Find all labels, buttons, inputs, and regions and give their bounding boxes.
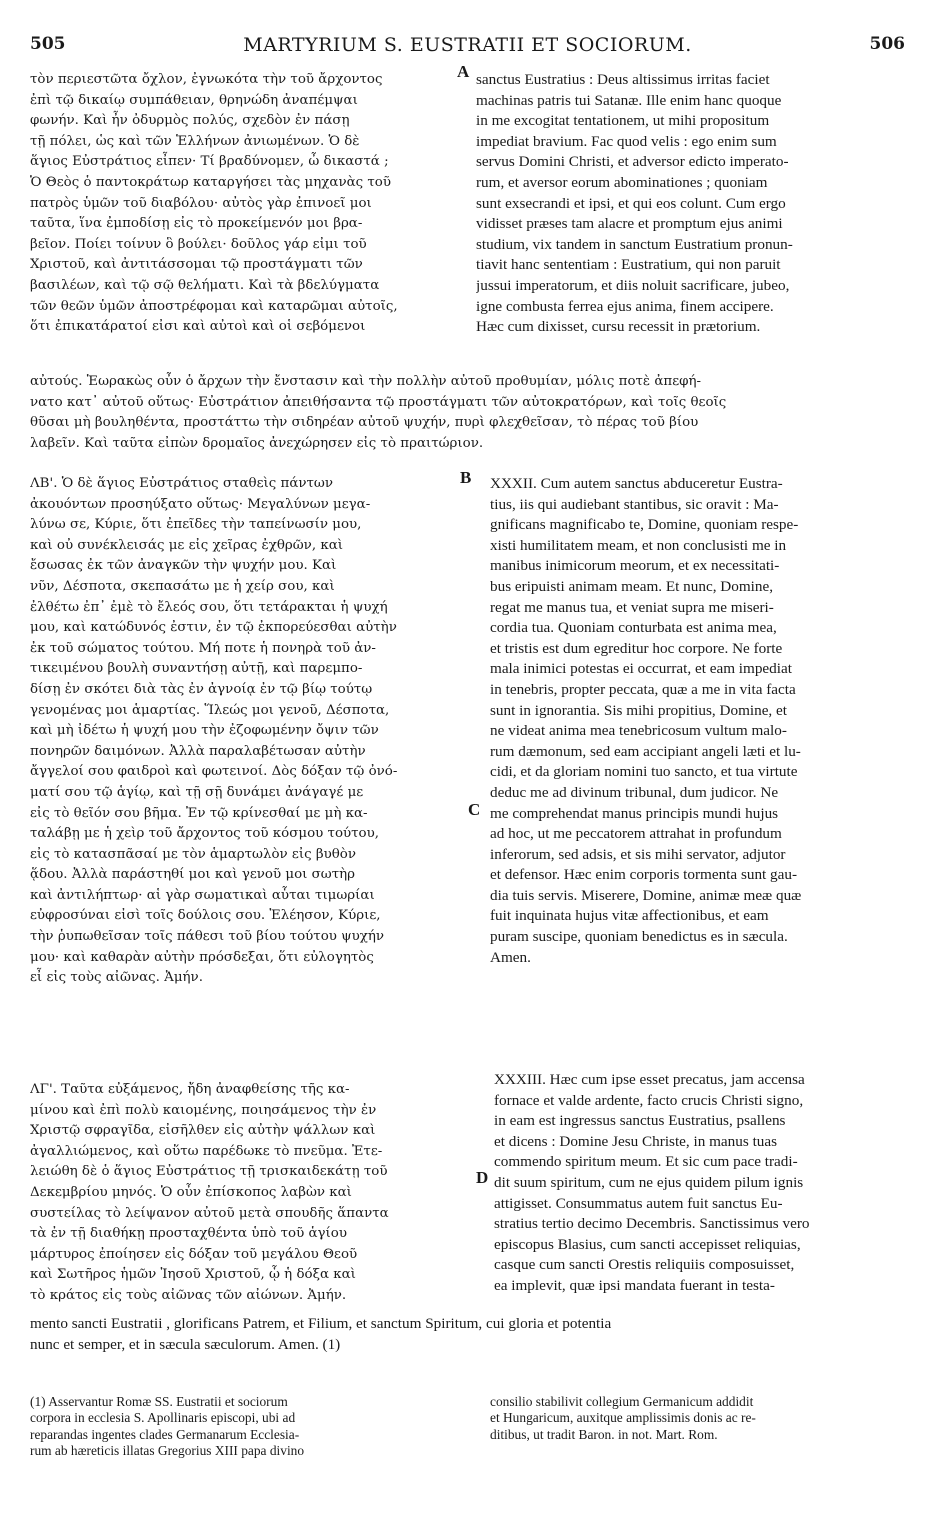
page-number-right: 506 bbox=[869, 34, 905, 54]
footnote-column-left bbox=[30, 1394, 468, 1464]
latin-column-section-2 bbox=[490, 474, 908, 970]
footnote-column-right bbox=[490, 1394, 908, 1448]
greek-column-section-2 bbox=[30, 474, 455, 990]
latin-column-section-1 bbox=[476, 70, 908, 342]
running-header bbox=[30, 34, 905, 58]
greek-column-section-3 bbox=[30, 1080, 470, 1310]
margin-marker-c: C bbox=[468, 800, 481, 819]
latin-paragraph-3: XXXIII. Hæc cum ipse esset precatus, jam accensa fornace et valde ardente, facto crucis Christi signo, in eam est ingressus sanctus Eustratius, psallens et dicens : Domine Jesu Christe, in manus tuas commendo spiritum meum. Et sic cum pace tradi- dit suum spiritum, cum ne ejus quidem pilum ignis attigisset. Consummatus autem fuit sanctus Eu- stratius tertio decimo Decembris. Sanctissimus vero episcopus Blasius, cum sancti accepisset reliquias, casque cum sancti Orestis reliquiis composuisset, ea implevit, quæ ipsi mandata fuerant in testa- bbox=[494, 1071, 810, 1294]
footnote-text-right: consilio stabilivit collegium Germanicum addidit et Hungaricum, auxitque amplissimis donis ac re- ditibus, ut tradit Baron. in not. Mart. Rom. bbox=[490, 1394, 756, 1442]
latin-paragraph-2: XXXII. Cum autem sanctus abduceretur Eustra- tius, iis qui audiebant stantibus, sic oravit : Ma- gnificans magnificabo te, Domine, quoniam respe- xisti humilitatem meam, et non conclusisti me in manibus inimicorum meorum, et ex necessitati- bus eripuisti animam meam. Et nunc, Domine, regat me manus tua, et veniat supra me miseri- cordia tua. Quoniam conturbata est anima mea, et tristis est dum egreditur hoc corpore. Ne forte mala inimici potestas ei occurrat, et eam impediat in tenebris, propter peccata, quæ a me in vita facta sunt in ignorantia. Sis mihi propitius, Domine, et ne videat anima mea tenebricosum vultum malo- rum dæmonum, sed eam accipiant angeli læti et lu- cidi, et da gloriam nomini tuo sancto, et tua virtute deduc me ad divinum tribunal, dum judicor. Ne me comprehendat manus principis mundi hujus ad hoc, ut me peccatorem attrahat in profundum inferorum, sed adsis, et sis mihi servator, adjutor et defensor. Hæc enim corporis tormenta sunt gau- dia tuis servis. Miserere, Domine, animæ meæ quæ fuit inquinata hujus vitæ affectionibus, et eam puram suscipe, quoniam benedictus es in sæcula. Amen. bbox=[490, 475, 802, 966]
footnote-text-left: (1) Asservantur Romæ SS. Eustratii et sociorum corpora in ecclesia S. Apollinaris episcopi, ubi ad reparandas ingentes clades Germanarum Ecclesia- rum ab hæreticis illatas Gregorius XIII papa divino bbox=[30, 1394, 305, 1459]
greek-paragraph-2: ΛΒ'. Ὁ δὲ ἅγιος Εὐστράτιος σταθεὶς πάντων ἀκουόντων προσηύξατο οὕτως· Μεγαλύνων μεγα- λύνω σε, Κύριε, ὅτι ἐπεῖδες τὴν ταπείνωσίν μου, καὶ οὐ συνέκλεισάς με εἰς χεῖρας ἐχθρῶν, καὶ ἔσωσας ἐκ τῶν ἀναγκῶν τὴν ψυχήν μου. Καὶ νῦν, Δέσποτα, σκεπασάτω με ἡ χείρ σου, καὶ ἐλθέτω ἐπ᾽ ἐμὲ τὸ ἔλεός σου, ὅτι τετάρακται ἡ ψυχή μου, καὶ κατώδυνός ἐστιν, ἐν τῷ ἐκπορεύεσθαι αὐτὴν ἐκ τοῦ σώματος τούτου. Μή ποτε ἡ πονηρὰ τοῦ ἀν- τικειμένου βουλὴ συναντήσῃ αὐτῇ, καὶ παρεμπο- δίσῃ ἐν σκότει διὰ τὰς ἐν ἀγνοίᾳ ἐν τῷ βίῳ τούτῳ γενομένας μοι ἁμαρτίας. Ἵλεώς μοι γενοῦ, Δέσποτα, καὶ μὴ ἰδέτω ἡ ψυχή μου τὴν ἐζοφωμένην ὄψιν τῶν πονηρῶν δαιμόνων. Ἀλλὰ παραλαβέτωσαν αὐτὴν ἄγγελοί σου φαιδροὶ καὶ φωτεινοί. Δὸς δόξαν τῷ ὀνό- ματί σου τῷ ἁγίῳ, καὶ τῇ σῇ δυνάμει ἀνάγαγέ με εἰς τὸ θεῖόν σου βῆμα. Ἐν τῷ κρίνεσθαί με μὴ κα- ταλάβῃ με ἡ χεὶρ τοῦ ἄρχοντος τοῦ κόσμου τούτου, εἰς τὸ κατασπᾶσαί με τὸν ἁμαρτωλὸν εἰς βυθὸν ᾅδου. Ἀλλὰ παράστηθί μοι καὶ γενοῦ μοι σωτὴρ καὶ ἀντιλήπτωρ· αἱ γὰρ σωματικαὶ αὗται τιμωρίαι εὐφροσύναι εἰσὶ τοῖς δούλοις σου. Ἐλέησον, Κύριε, τὴν ῥυπωθεῖσαν τοῖς πάθεσι τοῦ βίου τούτου ψυχήν μου· καὶ καθαρὰν αὐτὴν πρόσδεξαι, ὅτι εὐλογητὸς εἶ εἰς τοὺς αἰῶνας. Ἀμήν. bbox=[30, 476, 398, 986]
greek-paragraph-3: ΛΓ'. Ταῦτα εὐξάμενος, ἤδη ἀναφθείσης τῆς κα- μίνου καὶ ἐπὶ πολὺ καιομένης, ποιησάμενος τὴν ἐν Χριστῷ σφραγῖδα, εἰσῆλθεν εἰς αὐτὴν ψάλλων καὶ ἀγαλλιώμενος, καὶ οὕτω παρέδωκε τὸ πνεῦμα. Ἐτε- λειώθη δὲ ὁ ἅγιος Εὐστράτιος τῇ τρισκαιδεκάτῃ τοῦ Δεκεμβρίου μηνός. Ὁ οὖν ἐπίσκοπος λαβὼν καὶ συστείλας τὸ λείψανον αὐτοῦ μετὰ σπουδῆς ἅπαντα τὰ ἐν τῇ διαθήκῃ προσταχθέντα ὑπὸ τοῦ ἁγίου μάρτυρος ἐποίησεν εἰς δόξαν τοῦ μεγάλου Θεοῦ καὶ Σωτῆρος ἡμῶν Ἰησοῦ Χριστοῦ, ᾧ ἡ δόξα καὶ τὸ κράτος εἰς τοὺς αἰῶνας τῶν αἰώνων. Ἀμήν. bbox=[30, 1082, 389, 1303]
margin-marker-a: A bbox=[457, 62, 470, 81]
greek-paragraph-1: τὸν περιεστῶτα ὄχλον, ἐγνωκότα τὴν τοῦ ἄρχοντος ἐπὶ τῷ δικαίῳ συμπάθειαν, θρηνώδη ἀναπέμψαι φωνήν. Καὶ ἦν ὀδυρμὸς πολύς, σχεδὸν ἐν πάσῃ τῇ πόλει, ὡς καὶ τῶν Ἑλλήνων ἀνιωμένων. Ὁ δὲ ἅγιος Εὐστράτιος εἶπεν· Τί βραδύνομεν, ὦ δικαστά ; Ὁ Θεὸς ὁ παντοκράτωρ καταργήσει τὰς μηχανὰς τοῦ πατρὸς ὑμῶν τοῦ διαβόλου· αὐτὸς γὰρ ἐπινοεῖ μοι ταῦτα, ἵνα ἐμποδίσῃ εἰς τὸ προκείμενόν μοι βρα- βεῖον. Ποίει τοίνυν ὃ βούλει· δοῦλος γάρ εἰμι τοῦ Χριστοῦ, καὶ ἀντιτάσσομαι τῷ προστάγματι τῶν βασιλέων, καὶ τῷ σῷ θελήματι. Καὶ τὰ βδελύγματα τῶν θεῶν ὑμῶν ἀποστρέφομαι καὶ καταρῶμαι αὐτοῖς, ὅτι ἐπικατάρατοί εἰσι καὶ αὐτοὶ καὶ οἱ σεβόμενοι bbox=[30, 72, 398, 335]
latin-paragraph-1: sanctus Eustratius : Deus altissimus irritas faciet machinas patris tui Satanæ. Ille enim hanc quoque in me excogitat tentationem, ut mihi propositum impediat bravium. Fac quod velis : ego enim sum servus Domini Christi, et adversor edicto imperato- rum, et aversor eorum abominationes ; quoniam sunt exsecrandi et ipsi, et qui eos colunt. Cum ergo vidisset præses tam alacre et promptum ejus animi studium, vix tandem in sanctum Eustratium pronun- tiavit hanc sententiam : Eustratium, qui non paruit jussui imperatorum, et diis noluit sacrificare, jubeo, igne combusta ferrea ejus anima, finem accipere. Hæc cum dixisset, cursu recessit in prætorium. bbox=[476, 71, 793, 336]
greek-full-paragraph: αὐτούς. Ἑωρακὼς οὖν ὁ ἄρχων τὴν ἔνστασιν καὶ τὴν πολλὴν αὐτοῦ προθυμίαν, μόλις ποτὲ ἀπεφή- νατο κατ᾽ αὐτοῦ οὕτως· Εὐστράτιον ἀπειθήσαντα τῷ προστάγματι τῶν αὐτοκρατόρων, καὶ τοῖς θεοῖς θῦσαι μὴ βουληθέντα, προστάττω τὴν σιδηρέαν αὐτοῦ ψυχήν, πυρὶ φλεχθεῖσαν, τὸ πέρας τοῦ βίου λαβεῖν. Καὶ ταῦτα εἰπὼν δρομαῖος ἀνεχώρησεν εἰς τὸ πραιτώριον. bbox=[30, 374, 727, 451]
margin-marker-b: B bbox=[460, 468, 472, 487]
margin-marker-d: D bbox=[476, 1168, 489, 1187]
greek-column-section-1 bbox=[30, 70, 455, 362]
latin-full-paragraph: mento sancti Eustratii , glorificans Patrem, et Filium, et sanctum Spiritum, cui gloria et potentia nunc et semper, et in sæcula sæculorum. Amen. (1) bbox=[30, 1315, 612, 1353]
latin-column-section-3 bbox=[494, 1070, 908, 1300]
page-number-left: 505 bbox=[30, 34, 66, 54]
running-title: MARTYRIUM S. EUSTRATII ET SOCIORUM. bbox=[243, 34, 692, 56]
greek-full-width-text bbox=[30, 372, 908, 456]
latin-full-width-text bbox=[30, 1314, 908, 1358]
